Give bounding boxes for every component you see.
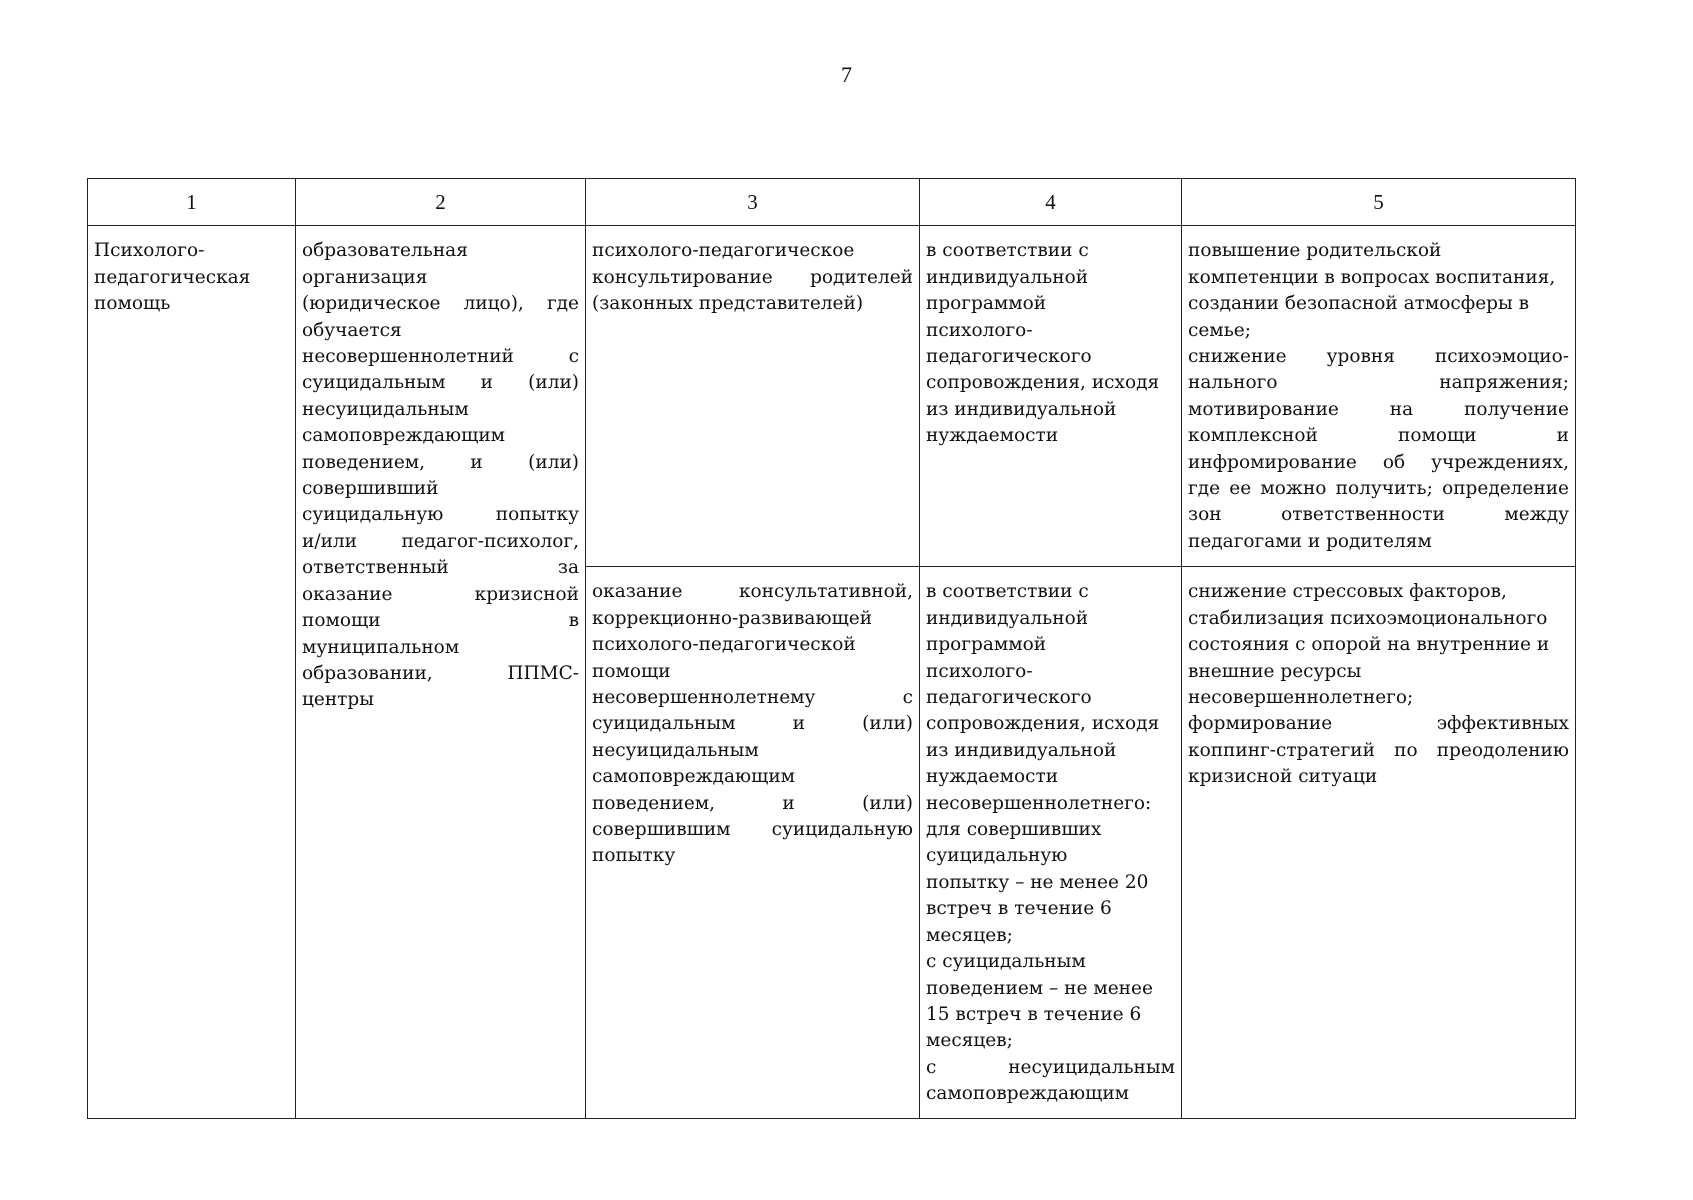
cell-line: психолого-педагогическое bbox=[592, 240, 855, 262]
cell-line: педагогического bbox=[926, 346, 1092, 368]
cell-line: попытку bbox=[592, 845, 676, 867]
cell-line: самоповреждающим bbox=[592, 766, 796, 788]
cell-line: несуицидальным bbox=[592, 739, 759, 761]
cell-line: суицидальным и (или) bbox=[592, 713, 913, 735]
cell-line: психолого-педагогической bbox=[592, 634, 856, 656]
cell-line: поведением – не менее bbox=[926, 977, 1153, 999]
cell-line: создании безопасной атмосферы в bbox=[1188, 293, 1530, 315]
help-type-cell bbox=[88, 226, 296, 1119]
cell-line: нуждаемости bbox=[926, 425, 1059, 447]
cell-line: нального напряжения; bbox=[1188, 372, 1569, 394]
cell-line: в соответствии с bbox=[926, 581, 1089, 603]
schedule-cell bbox=[920, 567, 1182, 1119]
cell-line: (юридическое лицо), где bbox=[302, 293, 579, 315]
cell-line: педагогического bbox=[926, 687, 1092, 709]
cell-line: образовательная bbox=[302, 240, 468, 262]
cell-line: поведением, и (или) bbox=[302, 451, 579, 473]
cell-line: суицидальную bbox=[926, 845, 1068, 867]
table-row bbox=[88, 226, 1576, 567]
header-cell: 3 bbox=[586, 179, 920, 226]
cell-line: компетенции в вопросах воспитания, bbox=[1188, 266, 1556, 288]
page-number: 7 bbox=[841, 62, 852, 87]
cell-line: совершившим суицидальную bbox=[592, 819, 913, 841]
cell-line: комплексной помощи и bbox=[1188, 425, 1569, 447]
cell-line: Психолого- bbox=[94, 240, 205, 262]
cell-line: психолого- bbox=[926, 660, 1033, 682]
cell-line: сопровождения, исходя bbox=[926, 713, 1160, 735]
cell-line: повышение родительской bbox=[1188, 240, 1442, 262]
cell-line: коппинг-стратегий по преодолению bbox=[1188, 739, 1569, 761]
cell-line: помощи в bbox=[302, 610, 579, 632]
cell-line: самоповреждающим bbox=[302, 425, 506, 447]
cell-line: инфромирование об учреждениях, bbox=[1188, 451, 1569, 473]
cell-line: суицидальным и (или) bbox=[302, 372, 579, 394]
cell-line: педагогическая bbox=[94, 266, 251, 288]
cell-line: в соответствии с bbox=[926, 240, 1089, 262]
header-cell: 1 bbox=[88, 179, 296, 226]
cell-line: совершивший bbox=[302, 478, 439, 500]
cell-line: помощи bbox=[592, 660, 671, 682]
cell-line: мотивирование на получение bbox=[1188, 398, 1569, 420]
provider-cell bbox=[296, 226, 586, 1119]
cell-line: психолого- bbox=[926, 319, 1033, 341]
cell-line: снижение стрессовых факторов, bbox=[1188, 581, 1507, 603]
cell-line: несовершеннолетний с bbox=[302, 346, 579, 368]
cell-line: семье; bbox=[1188, 319, 1251, 341]
cell-line: попытку – не менее 20 bbox=[926, 871, 1149, 893]
table-header-row bbox=[88, 179, 1576, 226]
cell-line: (законных представителей) bbox=[592, 293, 864, 315]
cell-line: снижение уровня психоэмоцио- bbox=[1188, 346, 1569, 368]
cell-line: программой bbox=[926, 634, 1047, 656]
cell-line: где ее можно получить; определение bbox=[1188, 478, 1569, 500]
measure-cell bbox=[586, 567, 920, 1119]
cell-line: самоповреждающим bbox=[926, 1083, 1130, 1105]
cell-line: оказание кризисной bbox=[302, 583, 579, 605]
cell-line: центры bbox=[302, 689, 374, 711]
cell-line: месяцев; bbox=[926, 924, 1013, 946]
cell-line: встреч в течение 6 bbox=[926, 898, 1112, 920]
cell-line: поведением, и (или) bbox=[592, 792, 913, 814]
cell-line: педагогами и родителям bbox=[1188, 530, 1432, 552]
cell-line: несуицидальным bbox=[302, 398, 469, 420]
measure-cell bbox=[586, 226, 920, 567]
cell-line: оказание консультативной, bbox=[592, 581, 913, 603]
cell-line: кризисной ситуаци bbox=[1188, 766, 1378, 788]
cell-line: образовании, ППМС- bbox=[302, 662, 579, 684]
cell-line: месяцев; bbox=[926, 1030, 1013, 1052]
result-cell bbox=[1182, 226, 1576, 567]
cell-line: индивидуальной bbox=[926, 607, 1089, 629]
header-cell: 4 bbox=[920, 179, 1182, 226]
cell-line: несовершеннолетнего: bbox=[926, 792, 1152, 814]
schedule-cell bbox=[920, 226, 1182, 567]
cell-line: организация bbox=[302, 266, 428, 288]
cell-line: состояния с опорой на внутренние и bbox=[1188, 634, 1550, 656]
cell-line: коррекционно-развивающей bbox=[592, 607, 873, 629]
cell-line: 15 встреч в течение 6 bbox=[926, 1003, 1142, 1025]
cell-line: помощь bbox=[94, 293, 171, 315]
cell-line: и/или педагог-психолог, bbox=[302, 530, 579, 552]
cell-line: суицидальную попытку bbox=[302, 504, 579, 526]
cell-line: формирование эффективных bbox=[1188, 713, 1569, 735]
cell-line: для совершивших bbox=[926, 819, 1102, 841]
cell-line: нуждаемости bbox=[926, 766, 1059, 788]
cell-line: муниципальном bbox=[302, 636, 460, 658]
cell-line: программой bbox=[926, 293, 1047, 315]
cell-line: из индивидуальной bbox=[926, 739, 1117, 761]
cell-line: несовершеннолетнему с bbox=[592, 687, 913, 709]
cell-line: зон ответственности между bbox=[1188, 504, 1569, 526]
cell-line: с суицидальным bbox=[926, 951, 1086, 973]
cell-line: ответственный за bbox=[302, 557, 579, 579]
cell-line: с несуицидальным bbox=[926, 1056, 1175, 1078]
measures-table bbox=[87, 178, 1576, 1119]
cell-line: консультирование родителей bbox=[592, 266, 913, 288]
cell-line: из индивидуальной bbox=[926, 398, 1117, 420]
cell-line: обучается bbox=[302, 319, 402, 341]
cell-line: индивидуальной bbox=[926, 266, 1089, 288]
cell-line: внешние ресурсы bbox=[1188, 660, 1362, 682]
header-cell: 2 bbox=[296, 179, 586, 226]
result-cell bbox=[1182, 567, 1576, 1119]
cell-line: несовершеннолетнего; bbox=[1188, 687, 1414, 709]
header-cell: 5 bbox=[1182, 179, 1576, 226]
cell-line: стабилизация психоэмоционального bbox=[1188, 607, 1548, 629]
cell-line: сопровождения, исходя bbox=[926, 372, 1160, 394]
